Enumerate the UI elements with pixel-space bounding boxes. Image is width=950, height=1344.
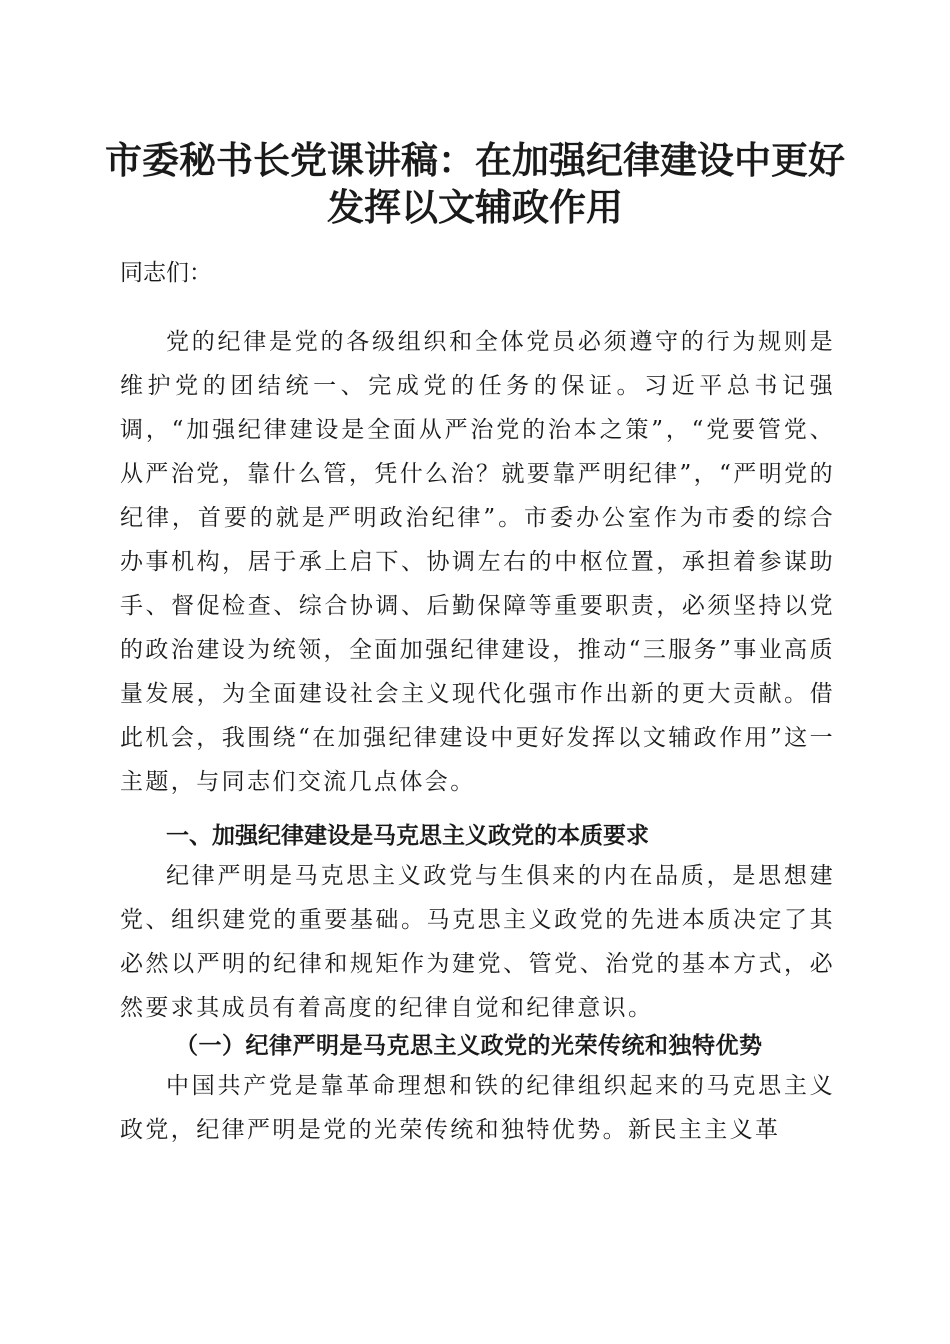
salutation: 同志们：	[120, 260, 212, 286]
paragraph-intro: 党的纪律是党的各级组织和全体党员必须遵守的行为规则是维护党的团结统一、完成党的任务的保证。习近平总书记强调，“加强纪律建设是全面从严治党的治本之策”，“党要管党、从严治党，靠什么管，凭什么治？就要靠严明纪律”，“严明党的纪律，首要的就是严明政治纪律”。市委办公室作为市委的综合办事机构，居于承上启下、协调左右的中枢位置，承担着参谋助手、督促检查、综合协调、后勤保障等重要职责，必须坚持以党的政治建设为统领，全面加强纪律建设，推动“三服务”事业高质量发展，为全面建设社会主义现代化强市作出新的更大贡献。借此机会，我围绕“在加强纪律建设中更好发挥以文辅政作用”这一主题，与同志们交流几点体会。	[120, 329, 835, 795]
subsection-heading-1: （一）纪律严明是马克思主义政党的光荣传统和独特优势	[175, 1032, 763, 1059]
document-title-line-1: 市委秘书长党课讲稿：在加强纪律建设中更好	[105, 138, 845, 182]
section-heading-1: 一、加强纪律建设是马克思主义政党的本质要求	[166, 823, 649, 849]
document-title-line-2: 发挥以文辅政作用	[327, 185, 623, 229]
paragraph-section-1: 纪律严明是马克思主义政党与生俱来的内在品质，是思想建党、组织建党的重要基础。马克思主义政党的先进本质决定了其必然以严明的纪律和规矩作为建党、管党、治党的基本方式，必然要求其成员有着高度的纪律自觉和纪律意识。	[120, 863, 835, 1021]
paragraph-subsection-1: 中国共产党是靠革命理想和铁的纪律组织起来的马克思主义政党，纪律严明是党的光荣传统和独特优势。新民主主义革	[120, 1073, 835, 1143]
